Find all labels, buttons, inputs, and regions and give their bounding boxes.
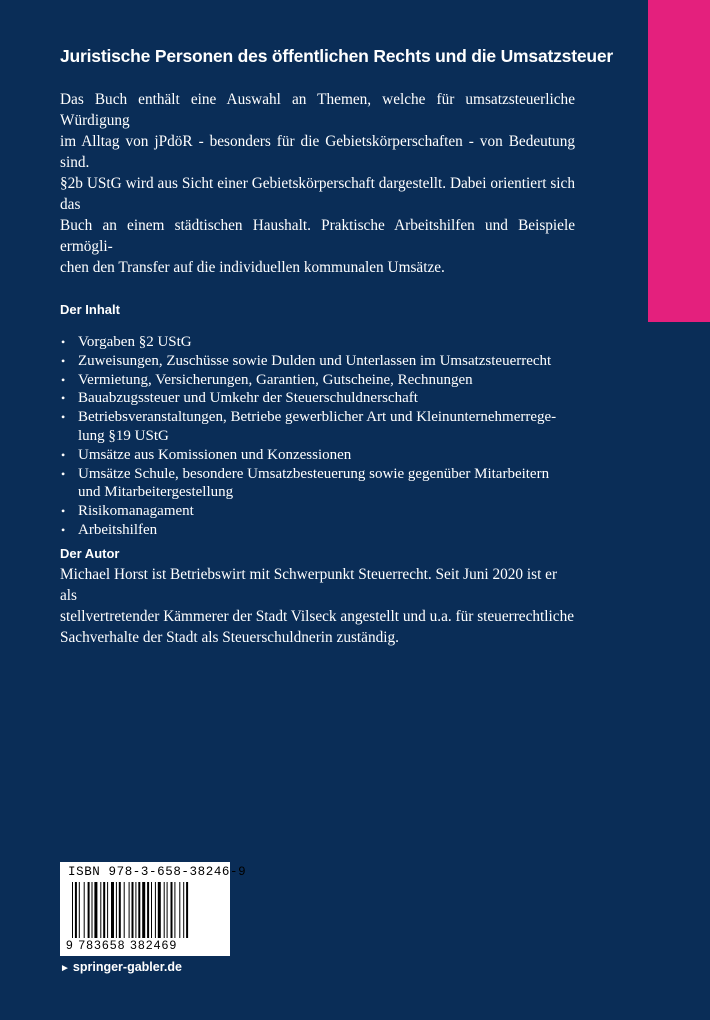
publisher-link[interactable] bbox=[60, 960, 182, 974]
arrow-right-icon: ► bbox=[60, 963, 70, 974]
intro-paragraph bbox=[60, 89, 575, 278]
barcode-bar bbox=[155, 882, 156, 938]
accent-bar bbox=[648, 0, 710, 322]
list-item: • Vermietung, Versicherungen, Garantien, Gutscheine, Rechnungen bbox=[60, 371, 575, 390]
isbn-label: ISBN 978-3-658-38246-9 bbox=[68, 865, 247, 879]
barcode-bar bbox=[111, 882, 114, 938]
barcode-bar bbox=[147, 882, 149, 938]
author-line: Michael Horst ist Betriebswirt mit Schwerpunkt Steuerrecht. Seit Juni 2020 ist er als bbox=[60, 565, 558, 604]
barcode-bar bbox=[171, 882, 173, 938]
barcode-bar bbox=[183, 882, 184, 938]
barcode-bar bbox=[107, 882, 108, 938]
barcode-bar bbox=[116, 882, 117, 938]
barcode-bar bbox=[132, 882, 134, 938]
publisher-url: springer-gabler.de bbox=[72, 960, 182, 974]
barcode-bar bbox=[142, 882, 145, 938]
barcode-bar bbox=[174, 882, 175, 938]
intro-line: im Alltag von jPdöR - besonders für die Gebietskörperschaften - von Bedeutung sind. bbox=[60, 133, 575, 171]
list-item: • Umsätze Schule, besondere Umsatzbesteuerung sowie gegenüber Mitarbeitern und Mitarbeitergestellung bbox=[60, 465, 575, 503]
barcode-bar bbox=[88, 882, 90, 938]
barcode-bar bbox=[129, 882, 130, 938]
contents-heading: Der Inhalt bbox=[60, 302, 120, 317]
list-item: • Arbeitshilfen bbox=[60, 521, 575, 540]
barcode-bar bbox=[158, 882, 161, 938]
author-line: Sachverhalte der Stadt als Steuerschuldnerin zuständig. bbox=[60, 628, 399, 646]
barcode-bar bbox=[103, 882, 105, 938]
intro-line: Das Buch enthält eine Auswahl an Themen, welche für umsatzsteuerliche Würdigung bbox=[60, 91, 575, 129]
intro-line: §2b UStG wird aus Sicht einer Gebietskörperschaft dargestellt. Dabei orientiert sich das bbox=[60, 175, 575, 213]
intro-line: chen den Transfer auf die individuellen kommunalen Umsätze. bbox=[60, 259, 445, 276]
back-cover-content bbox=[60, 46, 613, 648]
list-item: • Umsätze aus Komissionen und Konzessionen bbox=[60, 446, 575, 465]
contents-list bbox=[60, 333, 575, 540]
book-title: Juristische Personen des öffentlichen Rechts und die Umsatzsteuer bbox=[60, 46, 613, 66]
barcode-bar bbox=[164, 882, 165, 938]
isbn-barcode bbox=[60, 862, 247, 956]
barcode-bar bbox=[135, 882, 136, 938]
list-item: • Betriebsveranstaltungen, Betriebe gewerblicher Art und Kleinunternehmerrege- lung §19 UStG bbox=[60, 408, 575, 446]
barcode-bar bbox=[179, 882, 180, 938]
barcode-bar bbox=[72, 882, 73, 938]
barcode-icon bbox=[72, 882, 220, 938]
intro-line: Buch an einem städtischen Haushalt. Praktische Arbeitshilfen und Beispiele ermögli- bbox=[60, 217, 575, 255]
barcode-bar bbox=[138, 882, 140, 938]
barcode-bar bbox=[100, 882, 101, 938]
barcode-bar bbox=[151, 882, 152, 938]
barcode-bar bbox=[92, 882, 93, 938]
barcode-bar bbox=[94, 882, 97, 938]
list-item: • Vorgaben §2 UStG bbox=[60, 333, 575, 352]
barcode-bar bbox=[186, 882, 188, 938]
author-line: stellvertretender Kämmerer der Stadt Vilseck angestellt und u.a. für steuerrechtliche bbox=[60, 607, 575, 625]
list-item: • Bauabzugssteuer und Umkehr der Steuerschuldnerschaft bbox=[60, 389, 575, 408]
barcode-bar bbox=[167, 882, 168, 938]
barcode-bar bbox=[79, 882, 80, 938]
author-heading: Der Autor bbox=[60, 545, 120, 561]
list-item: • Zuweisungen, Zuschüsse sowie Dulden und Unterlassen im Umsatzsteuerrecht bbox=[60, 352, 575, 371]
barcode-bar bbox=[75, 882, 77, 938]
barcode-bar bbox=[119, 882, 121, 938]
barcode-bar bbox=[84, 882, 85, 938]
barcode-bar bbox=[124, 882, 125, 938]
list-item: • Risikomanagament bbox=[60, 502, 575, 521]
barcode-digits: 9 783658 382469 bbox=[66, 938, 178, 952]
author-bio bbox=[60, 564, 575, 648]
